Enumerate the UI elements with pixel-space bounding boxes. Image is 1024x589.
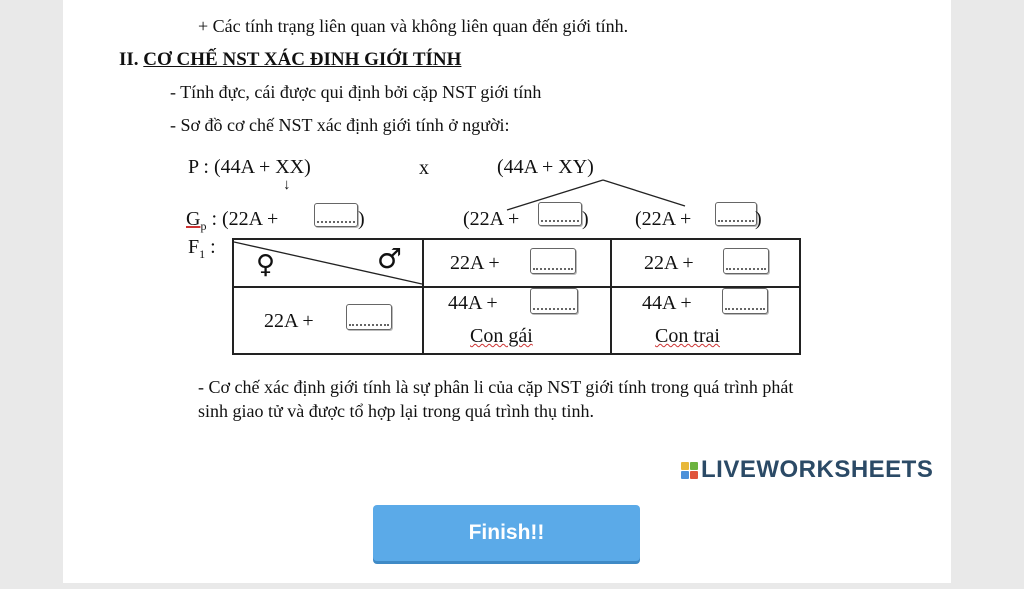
f1-letter: F [188, 236, 200, 258]
gp-male2-prefix: (22A + [635, 208, 692, 230]
cross-symbol: x [419, 157, 429, 179]
gp-male1-answer-input[interactable] [538, 202, 582, 226]
gp-female-close: ) [358, 208, 365, 230]
header-cell2-prefix: 22A + [644, 252, 694, 274]
table-divider-v1 [422, 240, 424, 353]
female-symbol-icon: ♀ [256, 250, 276, 280]
punnett-table [232, 238, 801, 355]
conclusion-line-1: - Cơ chế xác định giới tính là sự phân li của cặp NST giới tính trong quá trình phát [198, 377, 794, 397]
top-line: + Các tính trạng liên quan và không liên quan đến giới tính. [198, 16, 629, 36]
liveworksheets-logo [681, 456, 933, 484]
gp-male2-answer-input[interactable] [715, 202, 757, 226]
liveworksheets-logo-icon [681, 462, 698, 479]
p-female-parent: P : (44A + XX) [188, 156, 311, 178]
gp-male2-close: ) [755, 208, 762, 230]
result1-prefix: 44A + [448, 292, 498, 314]
gp-colon: : (22A + [206, 208, 279, 230]
result1-label [470, 325, 533, 348]
gp-female-answer-input[interactable] [314, 203, 358, 227]
table-divider-v2 [610, 240, 612, 353]
header-cell1-prefix: 22A + [450, 252, 500, 274]
finish-button[interactable]: Finish!! [373, 505, 640, 561]
gp-subscript: p [200, 219, 207, 233]
result2-prefix: 44A + [642, 292, 692, 314]
bullet-1: - Tính đực, cái được qui định bởi cặp NST giới tính [170, 82, 542, 102]
f1-subscript: 1 [199, 247, 206, 261]
p-male-parent: (44A + XY) [497, 156, 594, 178]
gp-male1-prefix: (22A + [463, 208, 520, 230]
liveworksheets-logo-text: LIVEWORKSHEETS [701, 456, 934, 483]
bullet-2: - Sơ đồ cơ chế NST xác định giới tính ở người: [170, 115, 510, 135]
section-heading [119, 49, 461, 71]
down-arrow: ↓ [283, 177, 291, 193]
result2-answer-input[interactable] [722, 288, 768, 314]
gp-letter: G [186, 208, 201, 230]
row-header-prefix: 22A + [264, 310, 314, 332]
result1-label-text: Con gái [470, 325, 533, 347]
result2-label [655, 325, 720, 348]
table-divider-h [234, 286, 799, 288]
f1-colon: : [205, 236, 216, 258]
male-symbol-icon: ♂ [377, 242, 403, 275]
header-cell1-answer-input[interactable] [530, 248, 576, 274]
result2-label-text: Con trai [655, 325, 720, 347]
row-header-answer-input[interactable] [346, 304, 392, 330]
section-number: II. [119, 49, 139, 70]
header-cell2-answer-input[interactable] [723, 248, 769, 274]
gp-label [186, 208, 278, 234]
gp-male1-close: ) [582, 208, 589, 230]
result1-answer-input[interactable] [530, 288, 578, 314]
split-line-right [603, 180, 685, 206]
conclusion-line-2: sinh giao tử và được tổ hợp lại trong quá trình thụ tinh. [198, 401, 594, 421]
worksheet-page [63, 0, 951, 583]
f1-label [188, 236, 216, 262]
section-title: CƠ CHẾ NST XÁC ĐINH GIỚI TÍNH [143, 49, 462, 70]
gamete-split-lines [503, 178, 703, 212]
